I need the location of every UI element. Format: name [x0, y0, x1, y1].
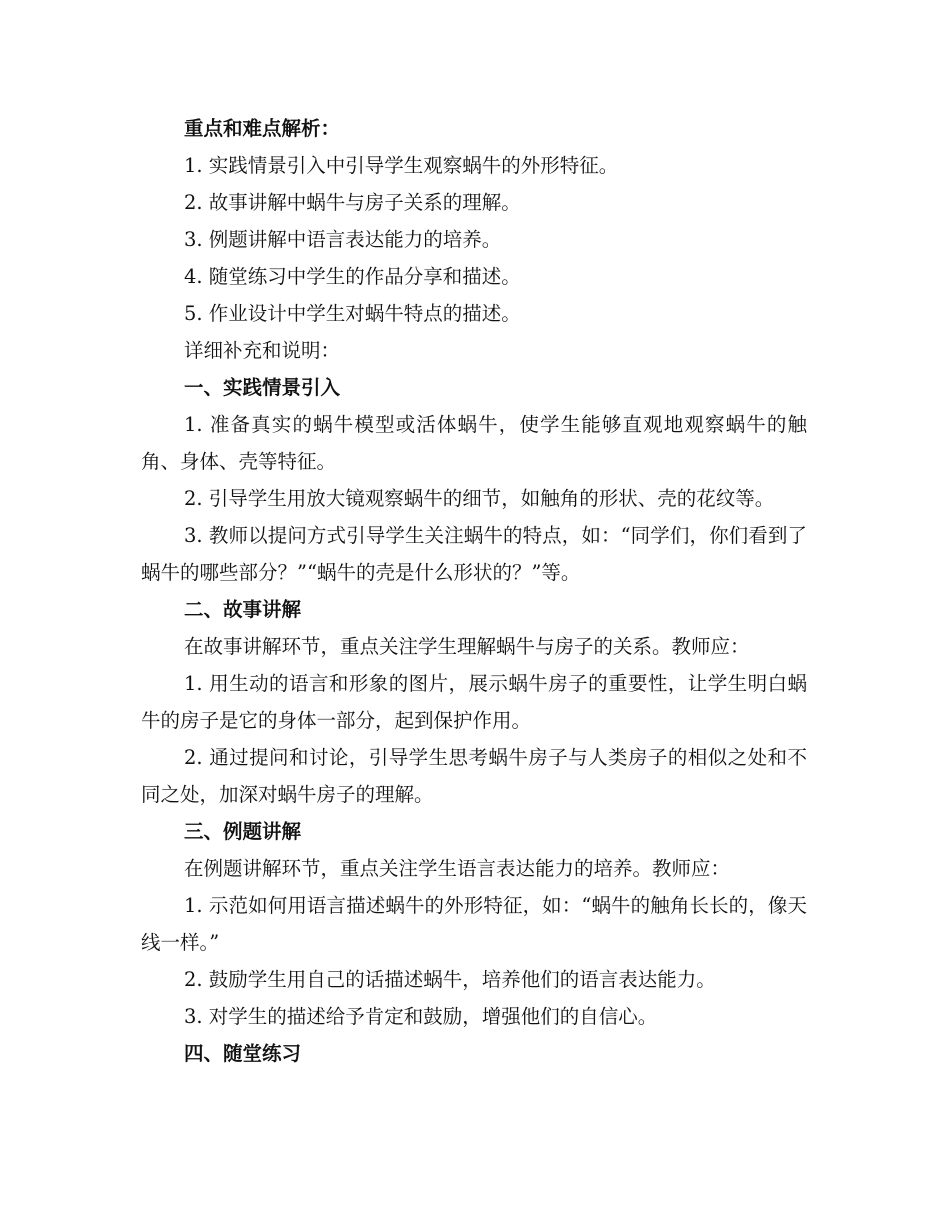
part3-item-3: 3. 对学生的描述给予肯定和鼓励，增强他们的自信心。	[184, 1005, 658, 1028]
key-point-2: 2. 故事讲解中蜗牛与房子关系的理解。	[184, 191, 521, 214]
part4-heading: 四、随堂练习	[184, 1042, 302, 1065]
part3-heading: 三、例题讲解	[184, 820, 302, 843]
part2-item-2: 2. 通过提问和讨论，引导学生思考蜗牛房子与人类房子的相似之处和不同之处，加深对蜗牛房子的理解。	[141, 746, 807, 806]
key-point-4: 4. 随堂练习中学生的作品分享和描述。	[184, 265, 521, 288]
part3-intro: 在例题讲解环节，重点关注学生语言表达能力的培养。教师应：	[184, 857, 731, 880]
section-title: 重点和难点解析：	[184, 117, 341, 140]
part2-heading: 二、故事讲解	[184, 598, 302, 621]
supplement-label: 详细补充和说明：	[184, 339, 341, 362]
part3-item-2: 2. 鼓励学生用自己的话描述蜗牛，培养他们的语言表达能力。	[184, 968, 716, 991]
part2-intro: 在故事讲解环节，重点关注学生理解蜗牛与房子的关系。教师应：	[184, 635, 750, 658]
part1-heading: 一、实践情景引入	[184, 376, 341, 399]
key-point-3: 3. 例题讲解中语言表达能力的培养。	[184, 228, 502, 251]
part2-item-1: 1. 用生动的语言和形象的图片，展示蜗牛房子的重要性，让学生明白蜗牛的房子是它的身体一部分，起到保护作用。	[141, 672, 807, 732]
part1-item-1: 1. 准备真实的蜗牛模型或活体蜗牛，使学生能够直观地观察蜗牛的触角、身体、壳等特征。	[141, 413, 807, 473]
key-point-5: 5. 作业设计中学生对蜗牛特点的描述。	[184, 302, 521, 325]
part3-item-1: 1. 示范如何用语言描述蜗牛的外形特征，如：“蜗牛的触角长长的，像天线一样。”	[141, 894, 807, 954]
part1-item-3: 3. 教师以提问方式引导学生关注蜗牛的特点，如：“同学们，你们看到了蜗牛的哪些部分？”“蜗牛的壳是什么形状的？”等。	[141, 524, 807, 584]
part1-item-2: 2. 引导学生用放大镜观察蜗牛的细节，如触角的形状、壳的花纹等。	[184, 487, 775, 510]
document-page	[141, 110, 807, 1072]
key-point-1: 1. 实践情景引入中引导学生观察蜗牛的外形特征。	[184, 154, 619, 177]
